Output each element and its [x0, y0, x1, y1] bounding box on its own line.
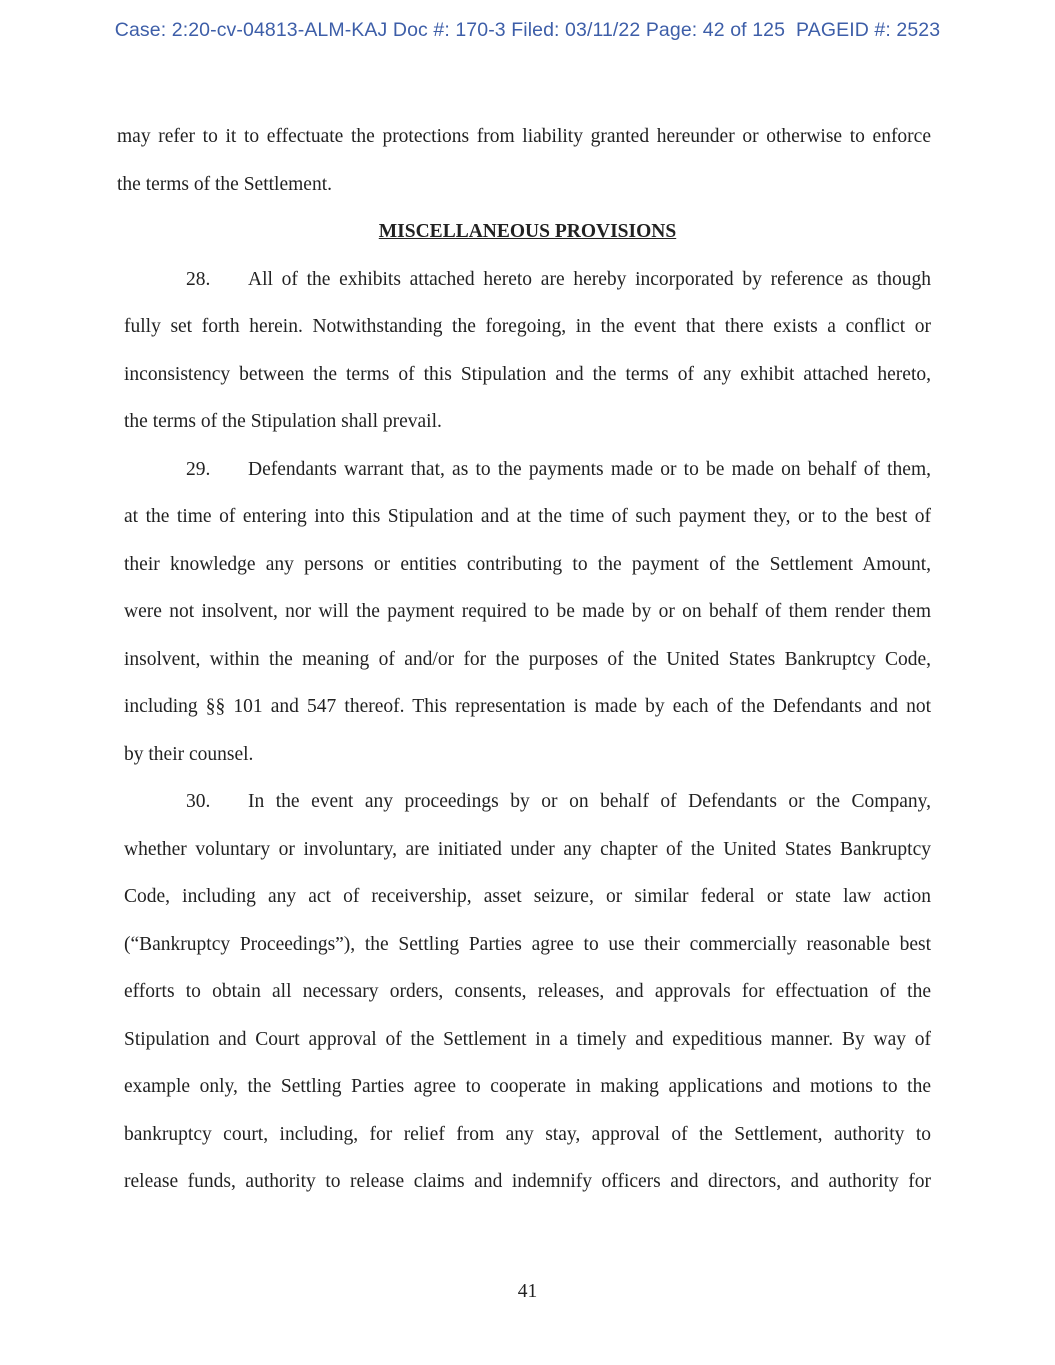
section-heading: MISCELLANEOUS PROVISIONS [378, 221, 677, 242]
paragraph-line: insolvent, within the meaning of and/or for the purposes of the United States Bankruptcy Code, [124, 649, 931, 670]
paragraph-line: whether voluntary or involuntary, are initiated under any chapter of the United States Bankruptcy [124, 839, 931, 860]
paragraph-line: the terms of the Stipulation shall prevail. [124, 411, 442, 432]
page-number: 41 [517, 1281, 538, 1302]
paragraph-line: release funds, authority to release claims and indemnify officers and directors, and authority for [124, 1171, 931, 1192]
paragraph-number: 28. [186, 269, 211, 290]
paragraph-line: (“Bankruptcy Proceedings”), the Settling Parties agree to use their commercially reasonable best [124, 934, 931, 955]
paragraph-line: inconsistency between the terms of this Stipulation and the terms of any exhibit attached hereto, [124, 364, 931, 385]
paragraph-line: Defendants warrant that, as to the payments made or to be made on behalf of them, [248, 459, 931, 480]
paragraph-line: at the time of entering into this Stipulation and at the time of such payment they, or to the best of [124, 506, 931, 527]
paragraph-line: bankruptcy court, including, for relief from any stay, approval of the Settlement, authority to [124, 1124, 931, 1145]
paragraph-line: including §§ 101 and 547 thereof. This representation is made by each of the Defendants and not [124, 696, 931, 717]
paragraph-line: efforts to obtain all necessary orders, consents, releases, and approvals for effectuation of the [124, 981, 931, 1002]
paragraph-line: by their counsel. [124, 744, 254, 765]
carryover-line-1: may refer to it to effectuate the protections from liability granted hereunder or otherwise to enforce [117, 126, 931, 147]
case-header: Case: 2:20-cv-04813-ALM-KAJ Doc #: 170-3 Filed: 03/11/22 Page: 42 of 125 PAGEID #: 2523 [114, 19, 941, 41]
paragraph-number: 29. [186, 459, 211, 480]
paragraph-line: example only, the Settling Parties agree to cooperate in making applications and motions to the [124, 1076, 931, 1097]
paragraph-line: In the event any proceedings by or on behalf of Defendants or the Company, [248, 791, 931, 812]
paragraph-line: Code, including any act of receivership, asset seizure, or similar federal or state law action [124, 886, 931, 907]
paragraph-line: All of the exhibits attached hereto are hereby incorporated by reference as though [248, 269, 931, 290]
paragraph-number: 30. [186, 791, 211, 812]
paragraph-line: were not insolvent, nor will the payment required to be made by or on behalf of them render them [124, 601, 931, 622]
carryover-line-2: the terms of the Settlement. [117, 174, 332, 195]
paragraph-line: fully set forth herein. Notwithstanding the foregoing, in the event that there exists a conflict or [124, 316, 931, 337]
paragraph-line: Stipulation and Court approval of the Settlement in a timely and expeditious manner. By way of [124, 1029, 931, 1050]
paragraph-line: their knowledge any persons or entities contributing to the payment of the Settlement Amount, [124, 554, 931, 575]
